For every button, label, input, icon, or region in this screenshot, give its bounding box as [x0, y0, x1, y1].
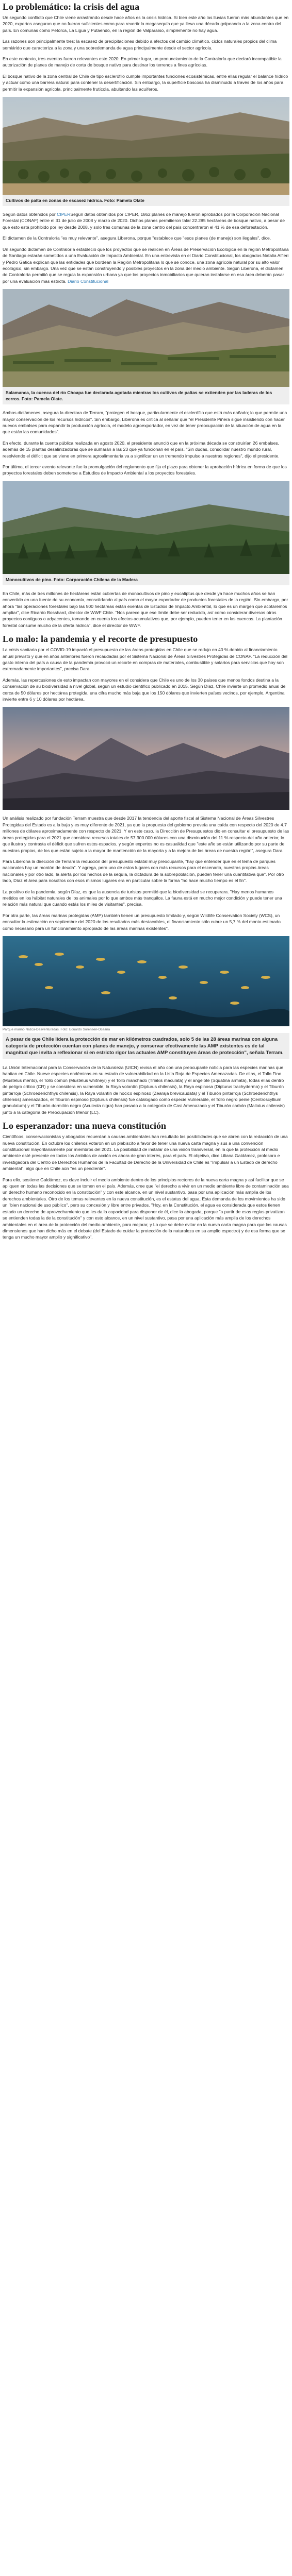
section-title-constitution: Lo esperanzador: una nueva constitución: [3, 1121, 167, 1131]
pine-photo: [3, 481, 289, 574]
paragraph: Para Liberona la dirección de Terram la reducción del presupuesto estatal muy preocupante, "hay que entender que en el tema de parques nacionales hay un montón de deuda". Y agrega, pero uno de estos lugares con más recursos para el escenario, nuestras propias áreas nacionales y por otro lado, la alerta por los hechos de la sequía, la dictadura de la sobrepoblación, pueden tener una cuantitativa que". Por otro lado, Díaz el área para nosotros con esos mismos lugares era en particular sobre la forma "no hace mucho tiempo es el fin".: [3, 858, 284, 884]
paragraph: La crisis sanitaria por el COVID-19 impactó el presupuesto de las áreas protegidas en Chile que se redujo en 40 % debido al financiamiento anual previsto y que en años anteriores fueron recaudadas por el Sistema Nacional de Áreas Silvestres Protegidas de CONAF. "La reducción del gasto interno del país a causa de la pandemia provocó un recorte en compras de materiales, combustible y salarios para servicios que hoy son extremadamente importantes", precisa Dara.: [3, 647, 287, 672]
article: [3, 0, 289, 1241]
salamanca-photo: [3, 289, 289, 387]
marine-photo: [3, 936, 289, 1026]
paragraph: Un análisis realizado por fundación Terram muestra que desde 2017 la tendencia del aporte fiscal al Sistema Nacional de Áreas Silvestres Protegidas del Estado es a la baja y es muy diferente de 2021, ya que la propuesta del gobierno preveía una caída con respecto del 2020 de 4.7 millones de dólares aproximadamente con respecto de 2021. Y en este caso, la Dirección de Presupuestos dio en consultar el presupuesto de las áreas protegidas para el 2021 que considera recursos totales de 57.300.000 dólares con una disminución del 11 % respecto del año anterior, lo que ilustra y contrasta el déficit que sufren estos espacios, y según expertos no es casualidad que "este año se están utilizando por su parte de nuestras propias, de los que están sujeto a la mayor de mantención de la mayoría y a la mejora de las áreas de nuestra región", asegura Dara.: [3, 816, 289, 853]
avocado-photo: [3, 97, 289, 195]
section-title-water-crisis: Lo problemático: la crisis del agua: [3, 2, 140, 12]
paragraph: Un segundo conflicto que Chile viene arrastrando desde hace años es la crisis hídrica. Si bien este año las lluvias fueron más abundantes que en 2020, expertos aseguran que no fueron suficientes como para revertir la megasequía que ya lleva una década golpeando a la zona centro del país. En comunas como Petorca, La Ligua y Putaendo, en la región de Valparaíso, simplemente no hay agua.: [3, 15, 289, 33]
diario-constitucional-link[interactable]: Diario Constitucional: [68, 278, 108, 284]
paragraph: En efecto, durante la cuenta pública realizada en agosto 2020, el presidente anunció que en la próxima década se construirían 26 embalses, además de 15 plantas desalinizadoras que se sumarán a las 23 que ya funcionan en el país. "Sin dudas, consolidar nuestro mundo rural, resolviendo el déficit que se viene en primera agroalimentaria va a significar un un tremendo impulso a nuestras regiones", dijo el presidente.: [3, 440, 280, 459]
paragraph: En Chile, más de tres millones de hectáreas están cubiertas de monocultivos de pino y eucaliptus que desde ya hace muchos años se han convertido en una fuente de su economía, consolidando al país como el mayor exportador de productos forestales de la región. Sin embargo, por ahora "las operaciones forestales bajo las 500 hectáreas están exentas de Estudios de Impacto Ambiental, lo que es un margen que acotaremos ampliar", dice Ricardo Bosshard, director de WWF Chile. "Nos parece que ese límite debe ser reducido, así como considerar diversos otros proyectos contiguos o adyacentes, tomando en cuenta los efectos acumulativos que, por ejemplo, pueden tener en las cuencas. La plantación forestal consume mucho de la oferta hídrica", dice el director de WWF.: [3, 590, 288, 628]
landscape-photo: [3, 707, 289, 810]
paragraph: Científicos, conservacionistas y abogados recuerdan a causas ambientales han resultado las posibilidades que se abren con la redacción de una nueva constitución. En octubre los chilenos votaron en un plebiscito a favor de tener una nueva carta magna y sus a una convención constitucional mayoritariamente por miembros del 2021. La posibilidad de instalar de una visión transversal, en la que la protección al medio ambiente esté presente en todos los ámbitos de acción es ahora de gran interés, para el país. El objetivo, dice Liliana Galdámez, profesora e investigadora del Centro de Derechos Humanos de la Facultad de Derecho de la Universidad de Chile es "Impulsar a un Estado de derecho ambiental", algo que en Chile aún "es un pendiente".: [3, 1134, 288, 1172]
paragraph: Según datos obtenidos por CIPERSegún datos obtenidos por CIPER, 1862 planes de manejo fueron aprobados por la Corporación Nacional Forestal (CONAF) entre el 31 de julio de 2008 y marzo de 2020. Dichos planes permitieron talar 22.285 hectáreas de bosque nativo, a pesar de que esto está prohibido por ley desde 2008, y solo tres comunas de la zona centro del país concentraron el 41 % de esa deforestación.: [3, 212, 285, 230]
section-title-pandemic: Lo malo: la pandemia y el recorte de presupuesto: [3, 634, 198, 645]
paragraph: El dictamen de la Contraloría "es muy relevante", asegura Liberona, porque "establece que "esos planes (de manejo) son ilegales", dice.: [3, 235, 271, 241]
paragraph: [3, 246, 289, 284]
figure-caption: A pesar de que Chile lidera la protección de mar en kilómetros cuadrados, solo 5 de las 28 áreas marinas con alguna categoría de protección cuentan con planes de manejo, y conservar efectivamente las AMP existentes es de tal magnitud que invita a reflexionar si en estricto rigor las actuales AMP constituyen áreas de protección", señala Terram.: [3, 1033, 289, 1059]
figure-landscape: [3, 707, 289, 810]
figure-caption: Monocultivos de pino. Foto: Corporación Chilena de la Madera: [3, 574, 289, 585]
paragraph: Ambos dictámenes, asegura la directora de Terram, "protegen el bosque, particularmente el esclerófilo que está más dañado; lo que permite una mayor conservación de los recursos hídricos". Sin embargo, Liberona es crítica al señalar que "el Presidente Piñera sigue insistiendo con hacer nuevos embalses para expandir la producción agrícola, el modelo agroexportador, en vez de tener preocupación de la situación de agua en la que están las comunidades".: [3, 410, 287, 435]
paragraph: La Unión Internacional para la Conservación de la Naturaleza (UICN) revisa el año con una preocupante noticia para las especies marinas que habitan en Chile. Nueve especies endémicas en su estado de vulnerabilidad en la Lista Roja de Especies Amenazadas. De ellas, el Tollo Fino (Mustelus mento), el Tollo común (Mustelus whitneyi) y el Tollo manchado (Triakis maculata) y el angelote (Squatina armata), todas ellas dentro de peligro crítico (CR) y se considera en vulnerable, la Raya volantín (Dipturus chilensis), la Raya espinosa (Dipturus trachyderma) y el Tiburón pintarroja (Schroederichthys chilensis), la Raya volantín de hocico espinoso (Zearaja brevicaudata) y el Tiburón pintarroja (Schroederichthys chilensis) amenazados, el Tiburón espinoso (Dipturus chilensis) fue catalogado como especie Vulnerable, el Tollo negro peine (Centroscyllium granulatum) y el Tiburón dormilón negro (Aculeola nigra) han pasado a la categoría de Casi Amenazado y el Tiburón carbón (Mallotus chilensis) junto a la categoría de Preocupación Menor (LC).: [3, 1064, 285, 1115]
figure-avocado-crops: [3, 97, 289, 206]
figure-caption: Salamanca, la cuenca del río Choapa fue declarada agotada mientras los cultivos de paltas se extienden por las laderas de los cerros. Foto: Pamela Olate.: [3, 387, 289, 404]
figure-pine-monoculture: [3, 481, 289, 585]
paragraph: Para ello, sostiene Galdámez, es clave incluir el medio ambiente dentro de los principios rectores de la nueva carta magna y así facilitar que se apliquen en todas las decisiones que se tomen en el país. Además, cree que "el derecho a vivir en un medio ambiente libre de contaminación sea un derecho humano reconocido en la constitución" y con este alcance, en un nivel sustantivo, pasa por una aplicación más amplia de los derechos ambientales. Otro de los temas relevantes en la nueva constitución, es el estatus del agua. Esta demanda de los movimientos ha sido un "bien nacional de uso público", pero su concesión y libre entre privados. "Hoy, en la Constitución, el agua es considerada que estos tienen estado un derecho de aprovechamiento que les da la capacidad para disponer de él, dice la abogada, porque "a partir de esas reglas privatizan se entienden todas la de la constitución" y con esto alcance, en un nivel sustantivo, pasa por una aplicación más amplia de los derechos ambientales en el área de la protección del medio ambiente, para mejorar, y Lo que se debe evitar en la nueva carta magna para que las causas dimensiones que han dicho más en el debate (del Estado de cuidar la protección de la naturaleza en su amplio espectro) y de esa forma que se tenga un mucho mayor amplio y significativo".: [3, 1177, 289, 1240]
figure-marine-park: [3, 936, 289, 1059]
figure-caption: Cultivos de palta en zonas de escasez hídrica. Foto: Pamela Olate: [3, 195, 289, 206]
paragraph-text: Según datos obtenidos por CIPER, 1862 planes de manejo fueron aprobados por la Corporación Nacional Forestal (CONAF) entre el 31 de julio de 2008 y marzo de 2020. Dichos planes permitieron talar 22.285 hectáreas de bosque nativo, a pesar de que esto está prohibido por ley desde 2008, y solo tres comunas de la zona centro del país concentraron el 41 % de esa deforestación.: [3, 212, 285, 230]
paragraph: Las razones son principalmente tres: la escasez de precipitaciones debido a efectos del cambio climático, ciclos naturales propios del clima semiárido que caracteriza a la zona y una sobredemanda de agua principalmente desde el sector agrícola.: [3, 39, 277, 50]
paragraph: El bosque nativo de la zona central de Chile de tipo esclerófilo cumple importantes funciones ecosistémicas, entre ellas regular el balance hídrico y actuar como una barrera natural para contener la desertificación. Sin embargo, la superficie boscosa ha disminuido a través de los años para permitir la expansión agrícola, principalmente frutícola, abultando las acuíferos.: [3, 73, 288, 92]
paragraph: Además, las repercusiones de esto impactan con mayores en el considera que Chile es uno de los 30 países que menos fondos destina a la conservación de su biodiversidad a nivel global, según un estudio científico publicado en 2015. Según Díaz, Chile invierte un promedio anual de cerca de 50 dólares por hectárea protegida, una cifra mucho más baja que los 150 dólares que invierten países vecinos, por ejemplo, Argentina invierte entre 6 y 10 dólares por hectárea.: [3, 677, 286, 702]
figure-salamanca: [3, 289, 289, 404]
paragraph: En este contexto, tres eventos fueron relevantes este 2020. En primer lugar, un pronunciamiento de la Contraloría que declaró incompatible la autorización de planes de manejo de corta de bosque nativo para destinar los terrenos a fines agrícolas.: [3, 56, 282, 68]
paragraph: Por último, el tercer evento relevante fue la promulgación del reglamento que fija el plazo para obtener la aprobación hídrica en forma de que los proyectos forestales deben someterse a Estudios de Impacto Ambiental a los proyectos forestales.: [3, 464, 287, 476]
ciper-link[interactable]: CIPER: [57, 212, 71, 217]
paragraph: La positivo de la pandemia, según Díaz, es que la ausencia de turistas permitió que la biodiversidad se recuperara. "Hay menos humanos metidos en los hábitat naturales de los animales por lo que ambos más tranquilos. La fauna está en mucho mejor condición y puede tener una relación más natural que cuando estás los miles de visitantes", precisa.: [3, 889, 282, 907]
photo-credit: Parque marino Nazca-Desventuradas. Foto: Eduardo Sorensen-Oceana: [3, 1027, 110, 1031]
paragraph: Por otra parte, las áreas marinas protegidas (AMP) también tienen un presupuesto limitado y, según Wildlife Conservation Society (WCS), un consultor la estimación en septiembre del 2020 de los resultados más destacables, el financiamiento sólo cubre un 5,7 % del monto estimado como necesario para un funcionamiento apropiado de las áreas marinas existentes".: [3, 912, 281, 931]
paragraph-text: Un segundo dictamen de Contraloría estableció que los proyectos que se realicen en Áreas de Preservación Ecológica en la región Metropolitana de Santiago estarán sometidos a una Evaluación de Impacto Ambiental. En una entrevista en el Diario Constitucional, los abogados Natalia Alfieri y Pedro Gatica explican que las entidades que bordean la Región Metropolitana lo que se conoce, una zona agrícola natural por su alto valor ecológico, sin embargo. Una vez que se están construyendo y posibles proyectos en la zona del medio ambiente. Según Liberona, el dictamen de Contraloría permitió que se regula la expansión urbana ya que los proyectos inmobiliarios que quieran instalarse en esa área deberán pasar por una evaluación más estricta.: [3, 246, 289, 284]
